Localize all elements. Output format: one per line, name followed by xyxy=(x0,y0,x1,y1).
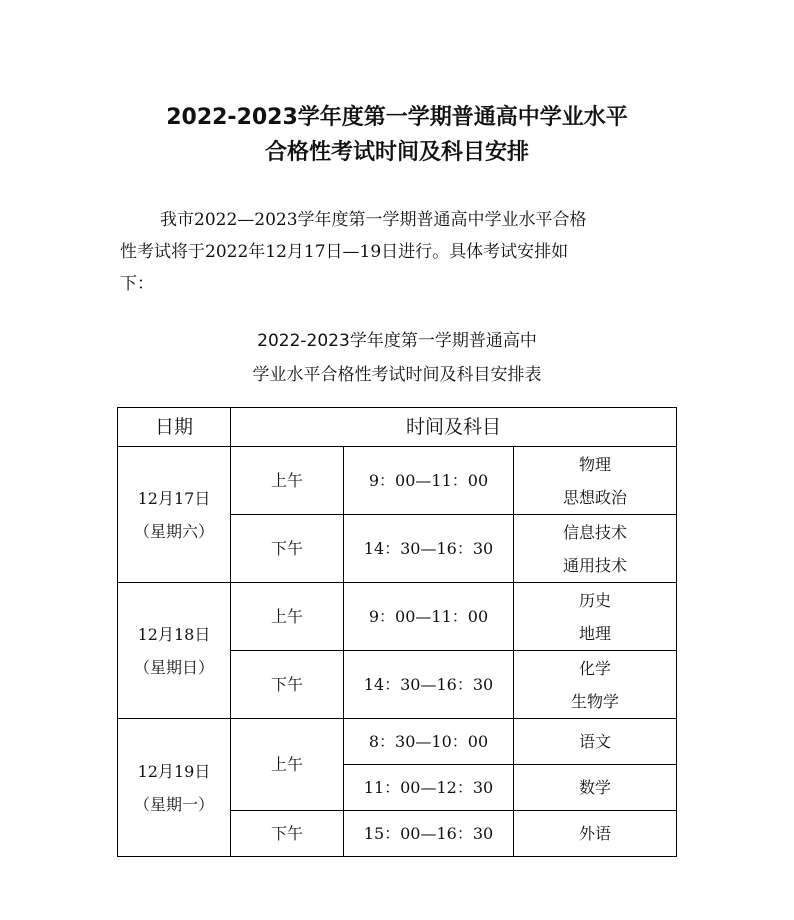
time-cell: 9：00—11：00 xyxy=(344,583,514,651)
subject: 物理 xyxy=(579,454,612,474)
subject: 生物学 xyxy=(571,691,620,711)
weekday: （星期六） xyxy=(133,521,214,541)
date-cell xyxy=(118,719,231,857)
subject: 思想政治 xyxy=(563,487,628,507)
subject: 信息技术 xyxy=(563,522,628,542)
header-time-subject: 时间及科目 xyxy=(231,408,677,447)
period-cell: 下午 xyxy=(231,651,344,719)
intro-line-3: 下： xyxy=(120,274,154,294)
time-cell: 11：00—12：30 xyxy=(344,765,514,811)
subject-cell: 外语 xyxy=(514,811,677,857)
subject-cell xyxy=(514,515,677,583)
subject-cell xyxy=(514,447,677,515)
period-cell: 上午 xyxy=(231,447,344,515)
time-cell: 14：30—16：30 xyxy=(344,651,514,719)
document-title-line-1: 2022-2023学年度第一学期普通高中学业水平 xyxy=(166,105,628,130)
subject: 地理 xyxy=(579,623,612,643)
period-cell: 上午 xyxy=(231,719,344,811)
subject-cell: 语文 xyxy=(514,719,677,765)
schedule-table xyxy=(117,407,677,857)
period-cell: 下午 xyxy=(231,811,344,857)
date: 12月17日 xyxy=(137,488,211,508)
period-cell: 上午 xyxy=(231,583,344,651)
time-cell: 8：30—10：00 xyxy=(344,719,514,765)
subject: 历史 xyxy=(579,590,612,610)
weekday: （星期日） xyxy=(133,657,214,677)
weekday: （星期一） xyxy=(133,794,214,814)
table-row xyxy=(118,719,677,765)
intro-line-2: 性考试将于2022年12月17日—19日进行。具体考试安排如 xyxy=(120,242,569,262)
table-row xyxy=(118,447,677,515)
table-header-row xyxy=(118,408,677,447)
table-title-line-1: 2022-2023学年度第一学期普通高中 xyxy=(257,331,537,351)
table-title-line-2: 学业水平合格性考试时间及科目安排表 xyxy=(252,365,542,385)
period-cell: 下午 xyxy=(231,515,344,583)
subject: 通用技术 xyxy=(563,555,628,575)
subject-cell xyxy=(514,651,677,719)
table-row xyxy=(118,583,677,651)
document-title-line-2: 合格性考试时间及科目安排 xyxy=(264,140,529,165)
header-date: 日期 xyxy=(118,408,231,447)
time-cell: 9：00—11：00 xyxy=(344,447,514,515)
time-cell: 14：30—16：30 xyxy=(344,515,514,583)
subject-cell: 数学 xyxy=(514,765,677,811)
subject-cell xyxy=(514,583,677,651)
time-cell: 15：00—16：30 xyxy=(344,811,514,857)
subject: 化学 xyxy=(579,658,612,678)
date-cell xyxy=(118,583,231,719)
date-cell xyxy=(118,447,231,583)
intro-line-1: 我市2022—2023学年度第一学期普通高中学业水平合格 xyxy=(160,210,587,230)
date: 12月18日 xyxy=(137,624,211,644)
date: 12月19日 xyxy=(137,761,211,781)
